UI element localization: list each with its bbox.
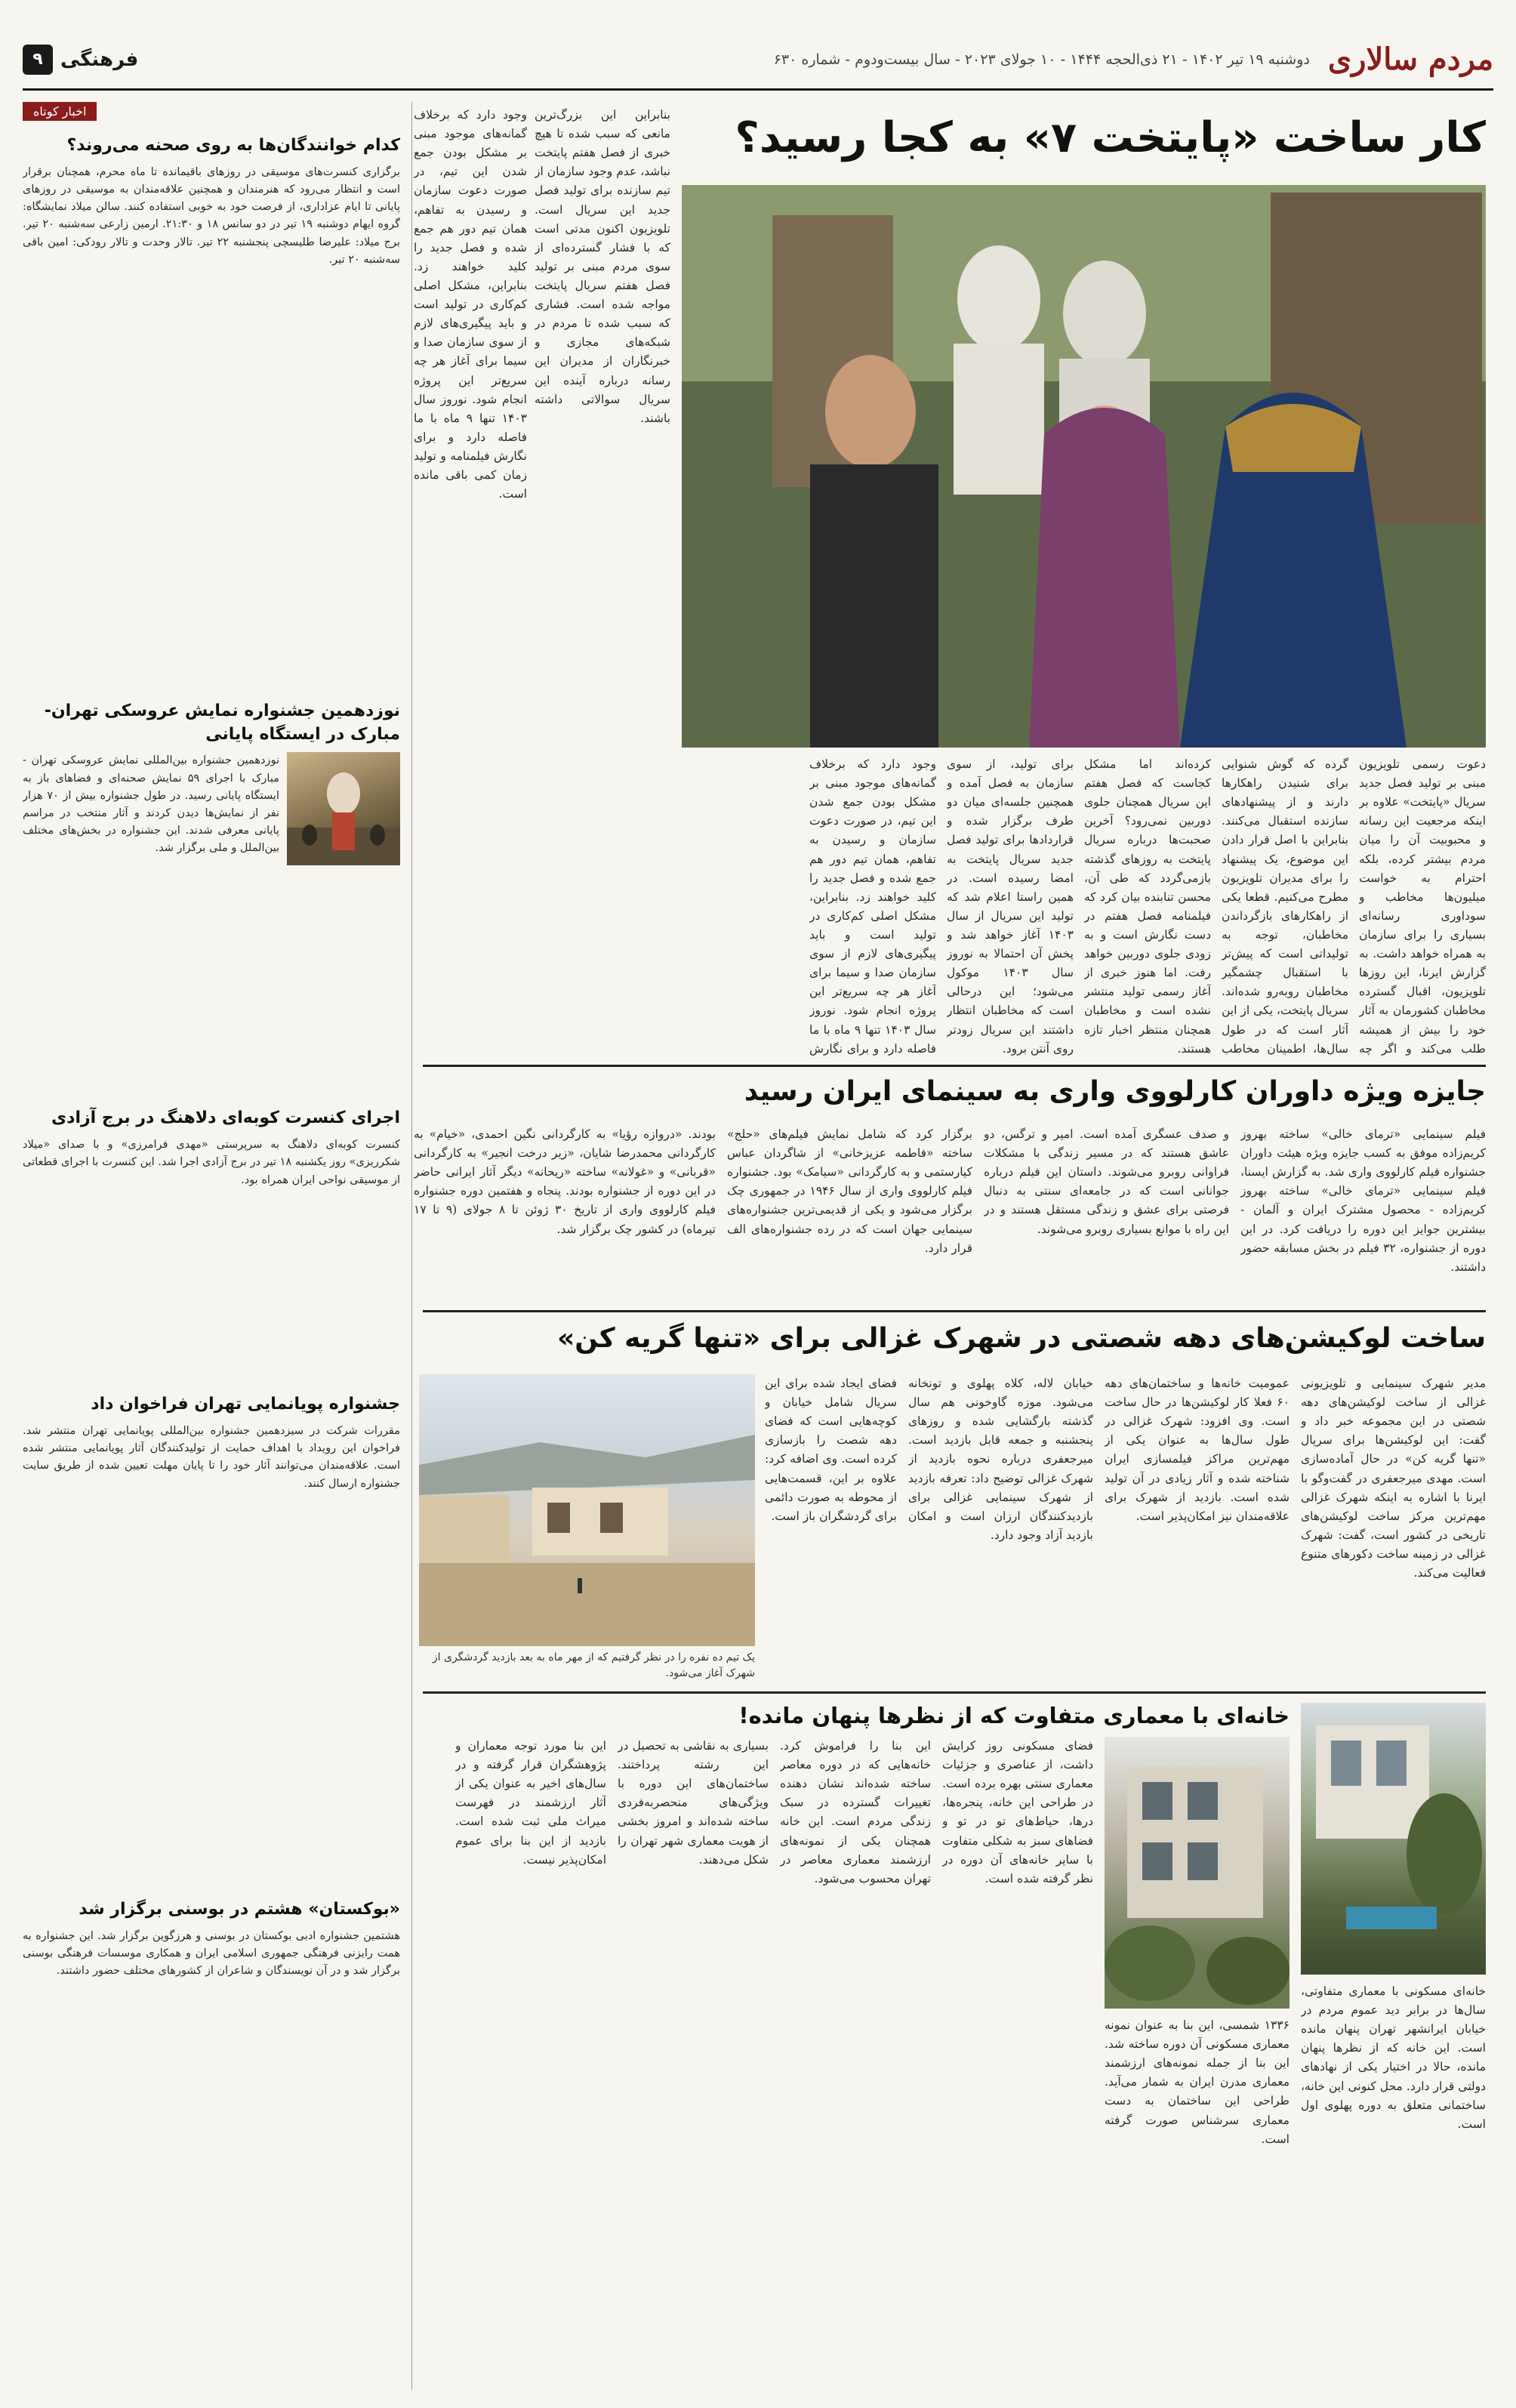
sidebar-headline-2: نوزدهمین جشنواره نمایش عروسکی تهران-مبارک در ایستگاه پایانی [44,701,400,744]
puppet-show-image [287,752,400,865]
divider [423,1310,1486,1312]
award-headline: جایزه ویژه داوران کارلووی واری به سینمای ایران رسید [744,1076,1486,1107]
ghazali-caption: یک تیم ده نفره را در نظر گرفتیم که از مهر ماه به بعد بازدید گردشگری از شهرک آغاز می‌شود. [432,1651,755,1679]
film-set-image [419,1374,755,1646]
section-label: فرهنگی [60,48,139,71]
award-col-4: بودند. «دروازه رؤیا» به کارگردانی نگین احمدی، «خیام» به کارگردانی محمدرضا شایان، «زیر درخت انجیر» به کارگردانی «قربانی» و «غولانه» ساخته «ریحانه» دیگر آثار ایرانی حاضر در این دوره از جشنواره بودند. پنجاه و هفتمین دوره جشنواره فیلم کارلووی واری از تاریخ ۳۰ ژوئن تا ۸ جولای (۹ تا ۱۷ تیرماه) در کشور چک برگزار شد. [414,1127,716,1236]
house-col-6: این بنا مورد توجه معماران و پژوهشگران قرار گرفته و در سال‌های اخیر به عنوان یکی از آثار ارزشمند در فهرست میراث ملی ثبت شده است. بازدید از این بنا برای عموم امکان‌پذیر نیست. [455,1739,606,1867]
sidebar-text-5: هشتمین جشنواره ادبی بوکستان در بوسنی و هرزگوین برگزار شد. این جشنواره به همت رایزنی فرهنگی جمهوری اسلامی ایران و همکاری موسسات فرهنگی بوسنی برگزار شد و در آن نویسندگان و شاعران از کشورهای مختلف حضور داشتند. [23,1929,400,1978]
main-story-col-4: برای تولید، از سوی سازمان به فصل آمده و همچنین جلسه‌ای میان دو طرف برگزار شده و قراردادها برای تولید فصل جدید سریال پایتخت به امضا رسیده است. در همین راستا اعلام شد که تولید این سریال از سال ۱۴۰۳ آغاز خواهد شد و پخش آن احتمالا به نوروز سال ۱۴۰۳ موکول می‌شود؛ این درحالی است که مخاطبان انتظار داشتند این سریال زودتر روی آنتن برود. [947,757,1074,1056]
ghazali-headline: ساخت لوکیشن‌های دهه شصتی در شهرک غزالی برای «تنها گریه کن» [557,1323,1486,1354]
sidebar-text-4: مقررات شرکت در سیزدهمین جشنواره بین‌المللی پویانمایی تهران منتشر شد. فراخوان این رویداد با اهداف حمایت از تولیدکنندگان آثار پویانمایی منتشر شده است. علاقه‌مندان می‌توانند آثار خود را تا پایان مهلت تعیین شده از طریق سایت جشنواره ارسال کنند. [23,1424,400,1490]
series-cast-image [682,185,1486,748]
award-col-3: برگزار کرد که شامل نمایش فیلم‌های «حلج» ساخته «فاطمه عزیزخانی» از شاگردان عباس کیارستمی و به کارگردانی «سیامک» بود. جشنواره فیلم کارلووی واری از سال ۱۹۴۶ در جمهوری چک برگزار می‌شود و یکی از قدیمی‌ترین جشنواره‌های سینمایی جهان است که در رده جشنواره‌های الف قرار دارد. [727,1127,972,1255]
ghazali-col-1: مدیر شهرک سینمایی و تلویزیونی غزالی از ساخت لوکیشن‌های دهه شصتی در این مجموعه خبر داد و گفت: این لوکیشن‌ها برای سریال «تنها گریه کن» در حال آماده‌سازی است. مهدی میرجعفری در گفت‌وگو با ایرنا با اشاره به اینکه شهرک غزالی مهم‌ترین مرکز ساخت لوکیشن‌های تاریخی در کشور است، گفت: شهرک غزالی در زمینه ساخت دکورهای متنوع فعالیت می‌کند. [1301,1377,1486,1580]
ghazali-col-2: عمومیت خانه‌ها و ساختمان‌های دهه ۶۰ فعلا کار لوکیشن‌ها در حال ساخت است. وی افزود: شهرک غزالی در طول سال‌ها به عنوان یکی از مهم‌ترین مراکز فیلمسازی ایران شناخته شده و آثار زیادی در آن تولید شده است. بازدید از شهرک برای علاقه‌مندان نیز امکان‌پذیر است. [1105,1377,1290,1523]
sidebar-text-3: کنسرت کوبه‌ای دلاهنگ به سرپرستی «مهدی فرامرزی» و با صدای «میلاد شکرریزی» روز یکشنبه ۱۸ تیر در برج آزادی اجرا شد. این کنسرت با اجرای قطعاتی از موسیقی نواحی ایران همراه بود. [23,1139,400,1186]
house-col-5: بسیاری به نقاشی به تحصیل در این رشته پرداختند. ساختمان‌های این دوره با ویژگی‌های منحصربه‌فردی ساخته شده‌اند و امروز بخشی از هویت معماری شهر تهران را شکل می‌دهند. [618,1739,769,1867]
house-facade-image [1105,1737,1290,2009]
house-col-1: خانه‌ای مسکونی با معماری متفاوتی، سال‌ها در برابر دید عموم مردم در خیابان ایرانشهر تهران پنهان مانده است. این خانه که از نظرها پنهان مانده، حالا در اختیار یکی از نهادهای دولتی قرار دارد. محل کنونی این خانه، ساختمانی متعلق به دوره پهلوی اول است. [1301,1984,1486,2131]
short-news-tag: اخبار کوتاه [23,102,97,121]
divider [423,1065,1486,1067]
main-story-col-3: کرده‌اند اما مشکل کجاست که فصل هفتم این سریال همچنان جلوی دوربین نمی‌رود؟ آخرین صحبت‌ها درباره سریال پایتخت به روزهای گذشته بازمی‌گردد که طی آن، محسن تنابنده بیان کرد که فیلمنامه فصل هفتم در دست نگارش است و به زودی جلوی دوربین خواهد رفت. اما هنوز خبری از آغاز رسمی تولید منتشر نشده است و مخاطبان همچنان منتظر اخبار تازه هستند. [1084,757,1211,1056]
main-headline: کار ساخت «پایتخت ۷» به کجا رسید؟ [735,113,1486,162]
main-story-col-6: وجود دارد که برخلاف گمانه‌های موجود مبنی بر مشکل بودن جمع شدن این تیم، در صورت دعوت سازمان و رسیدن به تفاهم، همان تیم دور هم جمع شده و فصل جدید را کلید خواهند زد. بنابراین، مشکل اصلی کم‌کاری در تولید است و باید پیگیری‌های لازم از سوی سازمان صدا و سیما برای آغاز هر چه سریع‌تر این پروژه انجام شود. نوروز سال ۱۴۰۳ تنها ۹ ماه با ما فاصله دارد و برای نگارش [809,757,936,1056]
sidebar-text-1: برگزاری کنسرت‌های موسیقی در روزهای باقیمانده تا ماه محرم، همچنان برقرار است و انتظار می‌رود که هنرمندان و همچنین علاقه‌مندان به موسیقی در روزهای پایانی تا ایام عزاداری، از فرصت خود به خوبی استفاده کنند. سالن میلاد نمایشگاه: گروه ایهام دوشنبه ۱۹ تیر در دو سانس ۱۸ و ۲۱:۳۰. ارمین زارعی سه‌شنبه ۲۰ تیر. برج میلاد: علیرضا طلیسچی پنجشنبه ۲۲ تیر. تالار وحدت و تالار رودکی: امین باقی سه‌شنبه ۲۰ تیر. [23,165,400,266]
house-col-3: فضای مسکونی روز کرایش داشت، از عناصری و جزئیات معماری سنتی بهره برده است. در طراحی این خانه، پنجره‌ها، درها، حیاط‌های تو در تو و فضاهای سبز به شکلی متفاوت با سایر خانه‌های آن دوره در نظر گرفته شده است. [942,1739,1093,1885]
ghazali-col-4: فضای ایجاد شده برای این سریال شامل خیابان و کوچه‌هایی است که فضای دهه شصت را بازسازی کرده است. وی اضافه کرد: علاوه بر این، قسمت‌هایی از محوطه به صورت دائمی برای گردشگران باز است. [765,1377,897,1523]
sidebar-headline-3: اجرای کنسرت کوبه‌ای دلاهنگ در برج آزادی [51,1108,400,1128]
house-col-2: ۱۳۳۶ شمسی، این بنا به عنوان نمونه معماری مسکونی آن دوره ساخته شد. این بنا از جمله نمونه‌های ارزشمند معماری مدرن ایران به شمار می‌آید. طراحی این ساختمان به دست معماری سرشناس صورت گرفته است. [1105,2018,1290,2146]
ghazali-col-3: خیابان لاله، کلاه پهلوی و تونخانه می‌شود. موزه گاوخونی هم سال گذشته بارگشایی شده و روزهای پنجشنبه و جمعه قابل بازدید است. میرجعفری درباره نحوه بازدید از شهرک غزالی توضیح داد: تعرفه بازدید از شهرک سینمایی غزالی برای بازدیدکنندگان ارزان است و امکان بازدید آزاد وجود دارد. [908,1377,1093,1542]
puppet-festival-photo [287,752,400,865]
sidebar-headline-4: جشنواره پویانمایی تهران فراخوان داد [91,1395,400,1414]
sidebar-headline-1: کدام خوانندگان‌ها به روی صحنه می‌روند؟ [66,136,400,155]
house-photo-2 [1105,1737,1290,2009]
newspaper-logo: مردم سالاری [1327,42,1493,77]
sidebar-text-2: نوزدهمین جشنواره بین‌المللی نمایش عروسکی تهران - مبارک با اجرای ۵۹ نمایش صحنه‌ای و فضاهای باز به ایستگاه پایانی رسید. در طول جشنواره بیش از ۷۰ هزار نفر از نمایش‌ها دیدن کردند و آثار منتخب در مراسم پایانی معرفی شدند. این جشنواره در بخش‌های مختلف بین‌الملل و ملی برگزار شد. [23,754,279,855]
date-line: دوشنبه ۱۹ تیر ۱۴۰۲ - ۲۱ ذی‌الحجه ۱۴۴۴ - ۱۰ جولای ۲۰۲۳ - سال بیست‌ودوم - شماره ۶۳۰ [773,51,1310,68]
house-headline: خانه‌ای با معماری متفاوت که از نظرها پنهان مانده! [738,1703,1290,1728]
house-courtyard-image [1301,1703,1486,1975]
ghazali-photo [419,1374,755,1646]
award-col-2: و صدف عسگری آمده است. امیر و ترگس، دو عاشق هستند که در مسیر زندگی با مشکلات فراوانی روبرو می‌شوند. داستان این فیلم درباره جوانانی است که در جامعه‌ای سنتی به دنبال فرصتی برای عشق و زندگی مستقل هستند و در این راه با موانع بسیاری روبرو می‌شوند. [984,1127,1229,1236]
page-number: ۹ [23,45,53,75]
section-marker [23,45,138,75]
main-story-col-5: بنابراین این بزرگ‌ترین مانعی که سبب شده تا هیچ خبری از فصل هفتم پایتخت نباشد، عدم وجود سازمان از تیم سازنده برای تولید فصل جدید این سریال است. تلویزیون اکنون مدتی است که با فشار گسترده‌ای از سوی مردم مبنی بر تولید فصل هفتم سریال پایتخت مواجه شده است. فشاری که سبب شده تا مردم در شبکه‌های مجازی و خبرنگاران از مدیران این رسانه درباره آینده این سریال سوالاتی داشته باشند. [535,108,670,425]
sidebar-headline-5: «بوکستان» هشتم در بوسنی برگزار شد [79,1899,400,1919]
main-story-col-1: دعوت رسمی تلویزیون مبنی بر تولید فصل جدید سریال «پایتخت» علاوه بر اینکه مرجعیت این رسانه و محبوبیت آن را میان مردم بیشتر کرده، بلکه احترام به خواست میلیون‌ها مخاطب و سوداوری رسانه‌ای بسیاری را برای سازمان به همراه خواهد داشت. به گزارش ایرنا، این روزها تلویزیون، اقبال گسترده مخاطبان کشورمان به آثار خود را بیش از همیشه طلب می‌کند و اگر چه [1359,757,1486,1056]
divider [423,1691,1486,1694]
column-separator [411,102,412,2390]
main-story-col-7: وجود دارد که برخلاف گمانه‌های موجود مبنی بر مشکل بودن جمع شدن این تیم، در صورت دعوت سازمان و رسیدن به تفاهم، همان تیم دور هم جمع شده و فصل جدید را کلید خواهند زد. بنابراین، مشکل اصلی کم‌کاری در تولید است و باید پیگیری‌های لازم از سوی سازمان صدا و سیما برای آغاز هر چه سریع‌تر این پروژه انجام شود. نوروز سال ۱۴۰۳ تنها ۹ ماه با ما فاصله دارد و برای نگارش فیلمنامه و تولید زمان کمی باقی مانده است. [414,108,527,501]
news-sidebar [23,102,400,2154]
main-story-col-2: گرده که گوش شنوایی برای شنیدن راهکارها دارند و از پیشنهادهای سازنده استقبال می‌کنند. بنابراین با اصل قرار دادن این موضوع، یک پیشنهاد را برای مدیران تلویزیون مطرح می‌کنیم. قطعا یکی از راهکارهای بازگرداندن مخاطبان، توجه به تولیداتی است که پیش‌تر با استقبال چشمگیر مخاطبان روبه‌رو شده‌اند. سریال پایتخت، یکی از این آثار است که در طول سال‌ها، اطمینان مخاطب [1222,757,1348,1056]
masthead [23,30,1493,91]
main-story-photo [682,185,1486,748]
house-col-4: این بنا را فراموش کرد. خانه‌هایی که در دوره معاصر ساخته شده‌اند نشان دهنده تغییرات گسترده در سبک زندگی مردم است. این خانه همچنان یکی از نمونه‌های ارزشمند معماری معاصر در تهران محسوب می‌شود. [780,1739,931,1885]
house-photo-1 [1301,1703,1486,1975]
award-col-1: فیلم سینمایی «ترمای خالی» ساخته بهروز کریم‌زاده موفق به کسب جایزه ویژه هیئت داوران جشنواره فیلم کارلووی واری شد. به گزارش ایسنا، فیلم سینمایی «ترمای خالی» ساخته بهروز کریم‌زاده - محصول مشترک ایران و آلمان - بیشترین جوایز این دوره را دریافت کرد. در این دوره از جشنواره، ۳۲ فیلم در بخش مسابقه حضور داشتند. [1240,1127,1486,1274]
